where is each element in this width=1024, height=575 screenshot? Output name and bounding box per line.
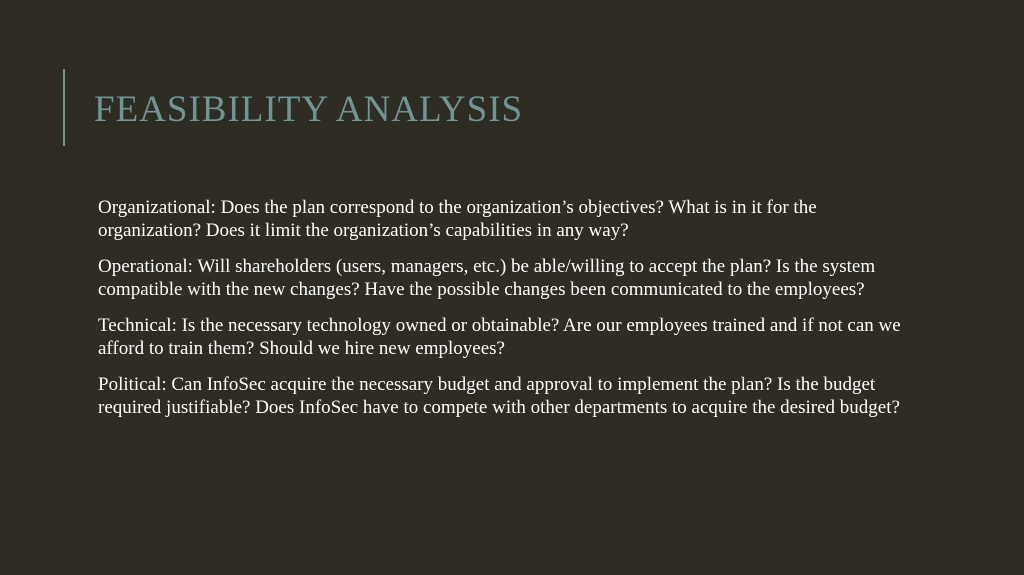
slide-title: FEASIBILITY ANALYSIS: [94, 89, 524, 130]
title-accent-bar: [63, 69, 65, 146]
paragraph-technical: Technical: Is the necessary technology owned or obtainable? Are our employees trained and if not can we afford to train them? Should we hire new employees?: [98, 315, 901, 359]
paragraph-organizational: Organizational: Does the plan correspond to the organization’s objectives? What is in it for the organization? Does it limit the organization’s capabilities in any way?: [98, 197, 817, 241]
slide-body: [98, 196, 908, 432]
paragraph-political: Political: Can InfoSec acquire the necessary budget and approval to implement the plan? Is the budget required justifiable? Does InfoSec have to compete with other departments to acquire the desired budget?: [98, 374, 900, 418]
paragraph-operational: Operational: Will shareholders (users, managers, etc.) be able/willing to accept the plan? Is the system compatible with the new changes? Have the possible changes been communicated to the employees?: [98, 256, 876, 300]
